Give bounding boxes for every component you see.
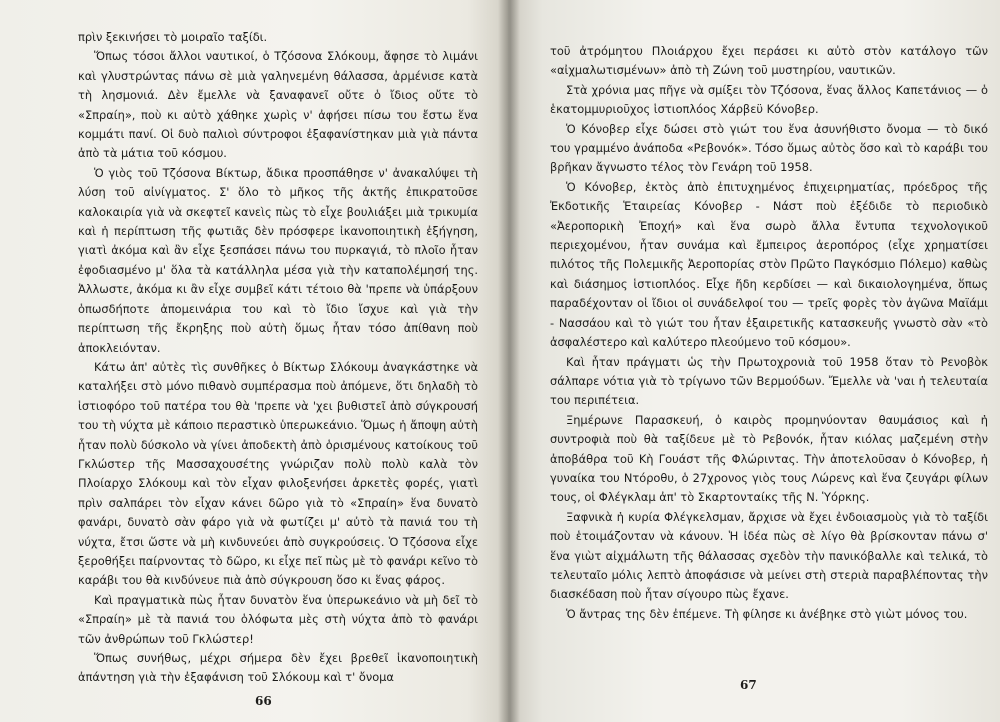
- paragraph: Ὁ γιὸς τοῦ Τζόσονα Βίκτωρ, ἄδικα προσπάθησε ν' ἀνακαλύψει τὴ λύση τοῦ αἰνίγματος. Σ' ὅλο τὸ μῆκος τῆς ἀκτῆς ἐπικρατοῦσε καλοκαιρία γιὰ νὰ σκεφτεῖ κανεὶς πὼς τὸ εἶχε βουλιάξει μιὰ τρικυμία καὶ ἡ περίπτωση τῆς φωτιᾶς δὲν πρόσφερε ἱκανοποιητικὴ ἐξήγηση, γιατὶ ἀκόμα καὶ ἂν εἶχε ξεσπάσει πάνω του πυρκαγιά, τὸ πλοῖο ἦταν ἐφοδιασμένο μ' ὅλα τὰ κατάλληλα μέσα γιὰ τὴν καταπολέμησή της. Ἀλλωστε, ἀκόμα κι ἂν εἶχε συμβεῖ κάτι τέτοιο θὰ 'πρεπε νὰ ὑπάρξουν ὁπωσδήποτε ἀπομεινάρια του καὶ τὸ ἴδιο ἴσχυε καὶ γιὰ τὴν περίπτωση τῆς ἔκρηξης ποὺ αὐτὴ ὅμως ἦταν τόσο ἀπίθανη ποὺ ἀποκλειόνταν.: [78, 165, 478, 355]
- right-page: [508, 0, 1000, 722]
- paragraph: Ξημέρωνε Παρασκευή, ὁ καιρὸς προμηνύονταν θαυμάσιος καὶ ἡ συντροφιὰ ποὺ θὰ ταξίδευε μὲ τὸ Ρεβονόκ, ἦταν κιόλας μαζεμένη στὴν ἀποβάθρα τοῦ Κὴ Γουάστ τῆς Φλώριντας. Τὴν ἀποτελοῦσαν ὁ Κόνοβερ, ἡ γυναίκα του Ντόροθυ, ὁ 27χρονος γιὸς τους Λώρενς καὶ ἕνα ζευγάρι φίλων τους, οἱ Φλέγκλαμ ἀπ' τὸ Σκαρτονταίκς τῆς Ν. Ὑόρκης.: [550, 412, 988, 505]
- page-number: 67: [740, 678, 757, 692]
- book-gutter: [498, 0, 520, 722]
- page-number: 66: [255, 694, 272, 708]
- paragraph: Ξαφνικὰ ἡ κυρία Φλέγκελσμαν, ἄρχισε νὰ ἔχει ἐνδοιασμοὺς γιὰ τὸ ταξίδι ποὺ ἑτοιμάζονταν νὰ κάνουν. Ἡ ἰδέα πὼς σὲ λίγο θὰ βρίσκονταν πάνω σ' ἕνα γιὼτ αἰχμάλωτη τῆς θάλασσας σχεδὸν τὴν πανικόβαλλε καὶ τελικά, τὸ τελευταῖο μόλις λεπτὸ ἀποφάσισε νὰ μείνει στὴ στεριὰ παραβλέποντας τὴν διασκέδαση ποὺ ἦταν σίγουρο πὼς ἔχανε.: [550, 509, 988, 602]
- paragraph: Ὁ ἄντρας της δὲν ἐπέμενε. Τὴ φίλησε κι ἀνέβηκε στὸ γιὼτ μόνος του.: [566, 606, 968, 621]
- paragraph: Ὅπως τόσοι ἄλλοι ναυτικοί, ὁ Τζόσονα Σλόκουμ, ἄφησε τὸ λιμάνι καὶ γλυστρώντας πάνω σὲ μιὰ γαληνεμένη θάλασσα, ἀρμένισε κατὰ τὴ λησμονιά. Δὲν ἔμελλε νὰ ξαναφανεῖ οὔτε ὁ ἴδιος οὔτε τὸ «Σπραίη», ποὺ κι αὐτὸ χάθηκε χωρὶς ν' ἀφήσει πίσω του ἔστω ἕνα κομμάτι πανί. Οἱ δυὸ παλιοὶ σύντροφοι ἐξαφανίστηκαν μιὰ γιὰ πάντα ἀπὸ τὰ μάτια τοῦ κόσμου.: [78, 49, 478, 161]
- paragraph: Στὰ χρόνια μας πῆγε νὰ σμίξει τὸν Τζόσονα, ἕνας ἄλλος Καπετάνιος — ὁ ἑκατομμυριοῦχος ἱστιοπλόος Χάρβεϋ Κόνοβερ.: [550, 82, 988, 117]
- left-page-text: [78, 28, 478, 688]
- paragraph: Ὅπως συνήθως, μέχρι σήμερα δὲν ἔχει βρεθεῖ ἱκανοποιητικὴ ἀπάντηση γιὰ τὴν ἐξαφάνιση τοῦ Σλόκουμ καὶ τ' ὄνομα: [78, 651, 478, 685]
- paragraph: τοῦ ἀτρόμητου Πλοιάρχου ἔχει περάσει κι αὐτὸ στὸν κατάλογο τῶν «αἰχμαλωτισμένων» ἀπὸ τὴ Ζώνη τοῦ μυστηρίου, ναυτικῶν.: [550, 44, 988, 78]
- paragraph: Καὶ ἦταν πράγματι ὡς τὴν Πρωτοχρονιὰ τοῦ 1958 ὅταν τὸ Ρενοβὸκ σάλπαρε νότια γιὰ τὸ τρίγωνο τῶν Βερμούδων. Ἔμελλε νὰ 'ναι ἡ τελευταία του περιπέτεια.: [550, 354, 988, 408]
- paragraph: πρὶν ξεκινήσει τὸ μοιραῖο ταξίδι.: [78, 30, 268, 44]
- right-page-text: [550, 42, 988, 624]
- paragraph: Ὁ Κόνοβερ εἶχε δώσει στὸ γιώτ του ἕνα ἀσυνήθιστο ὄνομα — τὸ δικό του γραμμένο ἀνάποδα «Ρεβονόκ». Τόσο ὅμως αὐτὸς ὅσο καὶ τὸ καράβι του βρῆκαν ἄγνωστο τέλος τὸν Γενάρη τοῦ 1958.: [550, 121, 988, 175]
- paragraph: Κάτω ἀπ' αὐτὲς τὶς συνθῆκες ὁ Βίκτωρ Σλόκουμ ἀναγκάστηκε νὰ καταλήξει στὸ μόνο πιθανὸ συμπέρασμα ποὺ ἀπόμενε, ὅτι δηλαδὴ τὸ ἱστιοφόρο τοῦ πατέρα του θὰ 'πρεπε νὰ 'χει βυθιστεῖ ἀπὸ σύγκρουσή του τὴ νύχτα μὲ κάποιο περαστικὸ ὑπερωκεάνιο. Ὅμως ἡ ἄποψη αὐτὴ ἦταν πολὺ δύσκολο νὰ γίνει ἀποδεκτὴ ἀπὸ ὁρισμένους κατοίκους τοῦ Γκλώστερ τῆς Μασσαχουσέτης γνώριζαν πολὺ πολὺ καλὰ τὸν Πλοίαρχο Σλόκουμ καὶ τὸν εἶχαν φιλοξενήσει ἀρκετὲς φορές, γιατὶ πρὶν σαλπάρει τὸν εἶχαν κάνει δῶρο γιὰ τὸ «Σπραίη» ἕνα δυνατὸ φανάρι, δυνατὸ σὰν φάρο γιὰ νὰ φωτίζει μ' αὐτὸ τὰ πανιά του τὴ νύχτα, ἔτσι ὥστε νὰ μὴ κινδυνεύει ἀπὸ συγκρούσεις. Ὁ Τζόσονα εἶχε ξεροθήξει παίρνοντας τὸ δῶρο, κι εἶχε πεῖ πὼς μὲ τὸ φανάρι κεῖνο τὸ καράβι του θὰ κινδύνευε πιὰ ἀπὸ σύγκρουση ὅσο κι ἕνας φάρος.: [78, 359, 478, 588]
- paragraph: Ὁ Κόνοβερ, ἐκτὸς ἀπὸ ἐπιτυχημένος ἐπιχειρηματίας, πρόεδρος τῆς Ἐκδοτικῆς Ἑταιρείας Κόνοβερ - Νάστ ποὺ ἐξέδιδε τὸ περιοδικὸ «Ἀεροπορικὴ Ἐποχή» καὶ ἕνα σωρὸ ἄλλα ἔντυπα τεχνολογικοῦ περιεχομένου, ἦταν συνάμα καὶ ἔμπειρος ἀεροπόρος (εἶχε χρηματίσει πιλότος τῆς Πολεμικῆς Ἀεροπορίας στὸν Πρῶτο Παγκόσμιο Πόλεμο) καθὼς καὶ διάσημος ἱστιοπλόος. Εἶχε ἤδη κερδίσει — καὶ δικαιολογημένα, ὅπως παραδέχονταν οἱ ἴδιοι οἱ συνάδελφοί του — τρεῖς φορὲς τὸν ἀγῶνα Μαϊάμι - Νασσάου καὶ τὸ γιώτ του ἦταν ἐξαιρετικῆς κατασκευῆς γνωστὸ σὰν «τὸ ἀσφαλέστερο καὶ καλύτερο πλεούμενο τοῦ κόσμου».: [550, 179, 988, 350]
- paragraph: Καὶ πραγματικὰ πὼς ἦταν δυνατὸν ἕνα ὑπερωκεάνιο νὰ μὴ δεῖ τὸ «Σπραίη» μὲ τὰ πανιά του ὁλόφωτα μὲς στὴ νύχτα ἀπὸ τὸ φανάρι τῶν ἀνθρώπων τοῦ Γκλώστερ!: [78, 592, 478, 646]
